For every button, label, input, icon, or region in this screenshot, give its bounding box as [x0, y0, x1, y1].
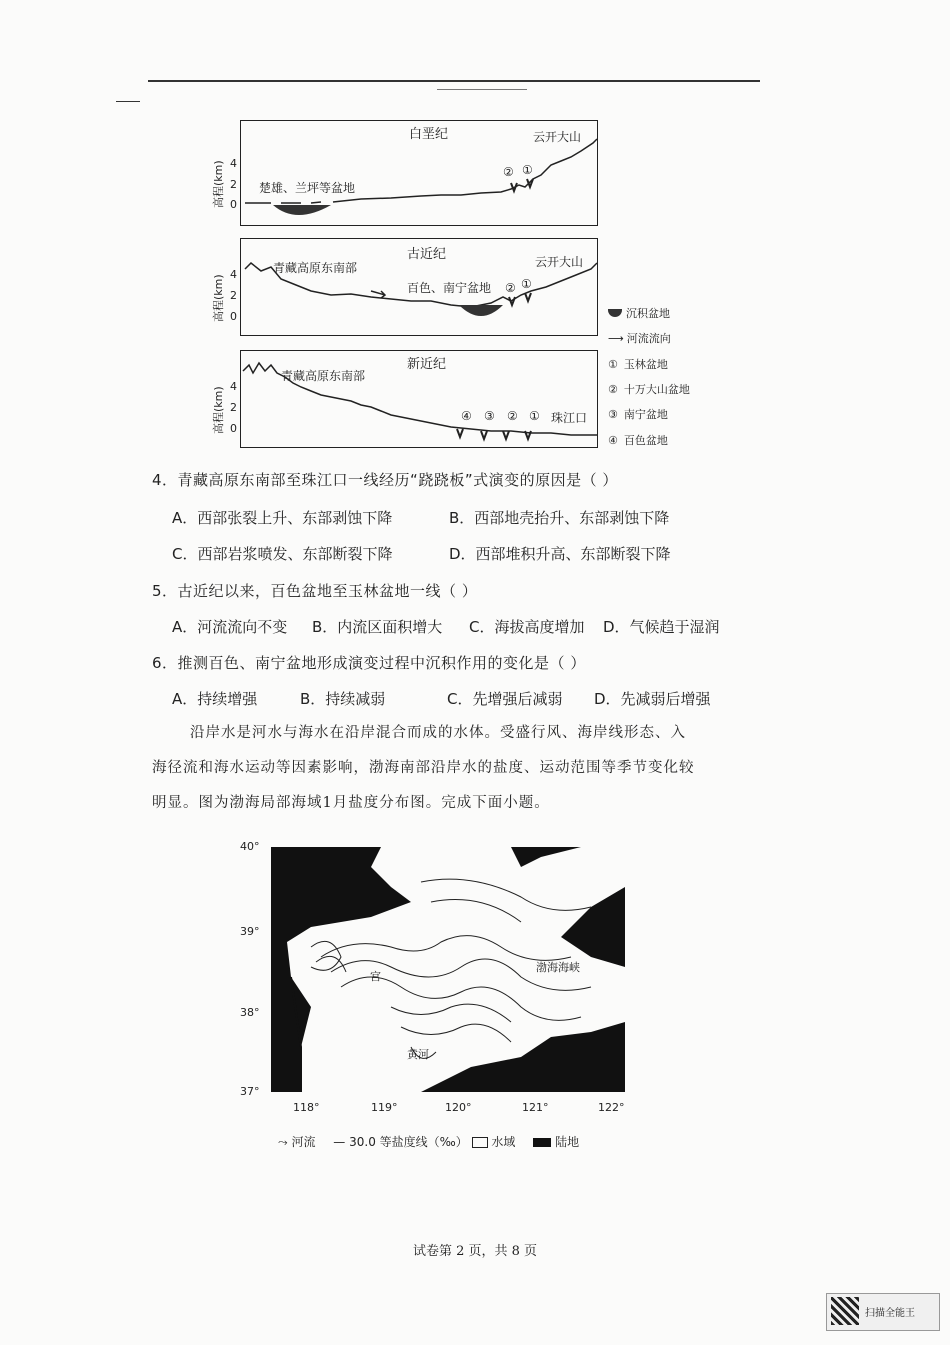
legend-river-text: 河流	[291, 1135, 316, 1149]
paleogene-panel	[240, 238, 598, 336]
qr-code-icon	[831, 1297, 859, 1325]
question-5: 5．古近纪以来，百色盆地至玉林盆地一线（ ）	[152, 582, 478, 600]
top-mid-mark	[437, 89, 527, 90]
lat-40: 40°	[240, 840, 260, 853]
lon-120: 120°	[445, 1101, 472, 1114]
passage-line-2: 海径流和海水运动等因素影响，渤海南部沿岸水的盐度、运动范围等季节变化较	[152, 760, 695, 776]
panel2-mountain: 云开大山	[535, 255, 584, 269]
panel3-ylabel: 高程(km)	[212, 386, 225, 434]
isoline-icon: —	[333, 1135, 346, 1149]
panel2-tick-0: 0	[230, 310, 237, 323]
panel3-title: 新近纪	[407, 357, 447, 372]
legend-isoline-sample: 30.0	[349, 1135, 376, 1149]
lat-38: 38°	[240, 1006, 260, 1019]
scanner-badge	[826, 1293, 940, 1331]
panel1-tick-0: 0	[230, 198, 237, 211]
top-rule	[148, 80, 760, 82]
question-4: 4．青藏高原东南部至珠江口一线经历“跷跷板”式演变的原因是（ ）	[152, 471, 618, 489]
q6-option-b[interactable]: B．持续减弱	[300, 690, 386, 708]
page-footer: 试卷第 2 页，共 8 页	[412, 1244, 538, 1259]
q5-option-a[interactable]: A．河流流向不变	[172, 618, 288, 636]
panel1-basin: 楚雄、兰坪等盆地	[259, 181, 356, 195]
panel3-tick-4: 4	[230, 380, 237, 393]
q4-option-a[interactable]: A．西部张裂上升、东部剥蚀下降	[172, 509, 393, 527]
panel1-circle-1: ①	[522, 163, 533, 177]
panel1-title: 白垩纪	[409, 127, 449, 142]
q5-option-d[interactable]: D．气候趋于湿润	[603, 618, 720, 636]
water-swatch-icon	[472, 1137, 488, 1148]
lon-122: 122°	[598, 1101, 625, 1114]
map-strait-label: 渤海海峡	[536, 961, 580, 974]
passage-line-3: 明显。图为渤海局部海域1月盐度分布图。完成下面小题。	[152, 795, 550, 811]
q4-option-d[interactable]: D．西部堆积升高、东部断裂下降	[449, 545, 671, 563]
passage	[152, 716, 752, 821]
panel3-circle-4: ④	[461, 409, 472, 423]
q6-option-a[interactable]: A．持续增强	[172, 690, 258, 708]
map-legend	[278, 1133, 579, 1150]
panel3-circle-1: ①	[529, 409, 540, 423]
legend-isoline-text: 等盐度线（‰）	[379, 1135, 468, 1149]
lat-37: 37°	[240, 1085, 260, 1098]
panel2-tick-2: 2	[230, 289, 237, 302]
panel3-estuary: 珠江口	[551, 411, 588, 425]
panel2-circle-1: ①	[521, 277, 532, 291]
q6-option-d[interactable]: D．先减弱后增强	[594, 690, 711, 708]
panel2-basin: 百色、南宁盆地	[407, 281, 492, 295]
q4-option-b[interactable]: B．西部地壳抬升、东部剥蚀下降	[449, 509, 670, 527]
panel3-tick-0: 0	[230, 422, 237, 435]
passage-line-1: 沿岸水是河水与海水在沿岸混合而成的水体。受盛行风、海岸线形态、入	[190, 725, 686, 741]
q5-option-b[interactable]: B．内流区面积增大	[312, 618, 443, 636]
panel3-plateau: 青藏高原东南部	[281, 369, 366, 383]
panel2-tick-4: 4	[230, 268, 237, 281]
panel1-tick-2: 2	[230, 178, 237, 191]
lon-121: 121°	[522, 1101, 549, 1114]
land-swatch-icon	[533, 1138, 551, 1147]
legend-3: ③ 南宁盆地	[608, 408, 668, 421]
river-icon: ⤳	[278, 1135, 288, 1149]
panel3-circle-2: ②	[507, 409, 518, 423]
legend-land-text: 陆地	[555, 1135, 580, 1149]
legend-4: ④ 百色盆地	[608, 434, 668, 447]
q6-option-c[interactable]: C．先增强后减弱	[447, 690, 563, 708]
neogene-panel	[240, 350, 598, 448]
map-mark-yellow-river: 黄河	[407, 1048, 429, 1061]
legend-river: ⟶ 河流流向	[608, 332, 671, 345]
panel1-tick-4: 4	[230, 157, 237, 170]
legend-basin: 沉积盆地	[608, 305, 670, 321]
lon-119: 119°	[371, 1101, 398, 1114]
panel2-ylabel: 高程(km)	[212, 274, 225, 322]
cretaceous-panel	[240, 120, 598, 226]
panel1-ylabel: 高程(km)	[212, 160, 225, 208]
lat-39: 39°	[240, 925, 260, 938]
panel1-circle-2: ②	[503, 165, 514, 179]
arrow-icon: ⟶	[608, 332, 624, 345]
lon-118: 118°	[293, 1101, 320, 1114]
panel3-tick-2: 2	[230, 401, 237, 414]
panel2-circle-2: ②	[505, 281, 516, 295]
panel1-mountain: 云开大山	[533, 130, 582, 144]
legend-1: ① 玉林盆地	[608, 358, 668, 371]
q5-option-c[interactable]: C．海拔高度增加	[469, 618, 585, 636]
question-6: 6．推测百色、南宁盆地形成演变过程中沉积作用的变化是（ ）	[152, 654, 586, 672]
panel2-plateau: 青藏高原东南部	[273, 261, 358, 275]
map-mark-gong: 宫	[370, 970, 381, 983]
panel3-circle-3: ③	[484, 409, 495, 423]
basin-symbol-icon	[608, 309, 622, 317]
legend-2: ② 十万大山盆地	[608, 383, 690, 396]
q4-option-c[interactable]: C．西部岩浆喷发、东部断裂下降	[172, 545, 393, 563]
legend-water-text: 水域	[491, 1135, 516, 1149]
top-left-mark	[116, 101, 140, 102]
panel2-title: 古近纪	[407, 247, 447, 262]
scanner-badge-text: 扫描全能王	[865, 1308, 915, 1319]
